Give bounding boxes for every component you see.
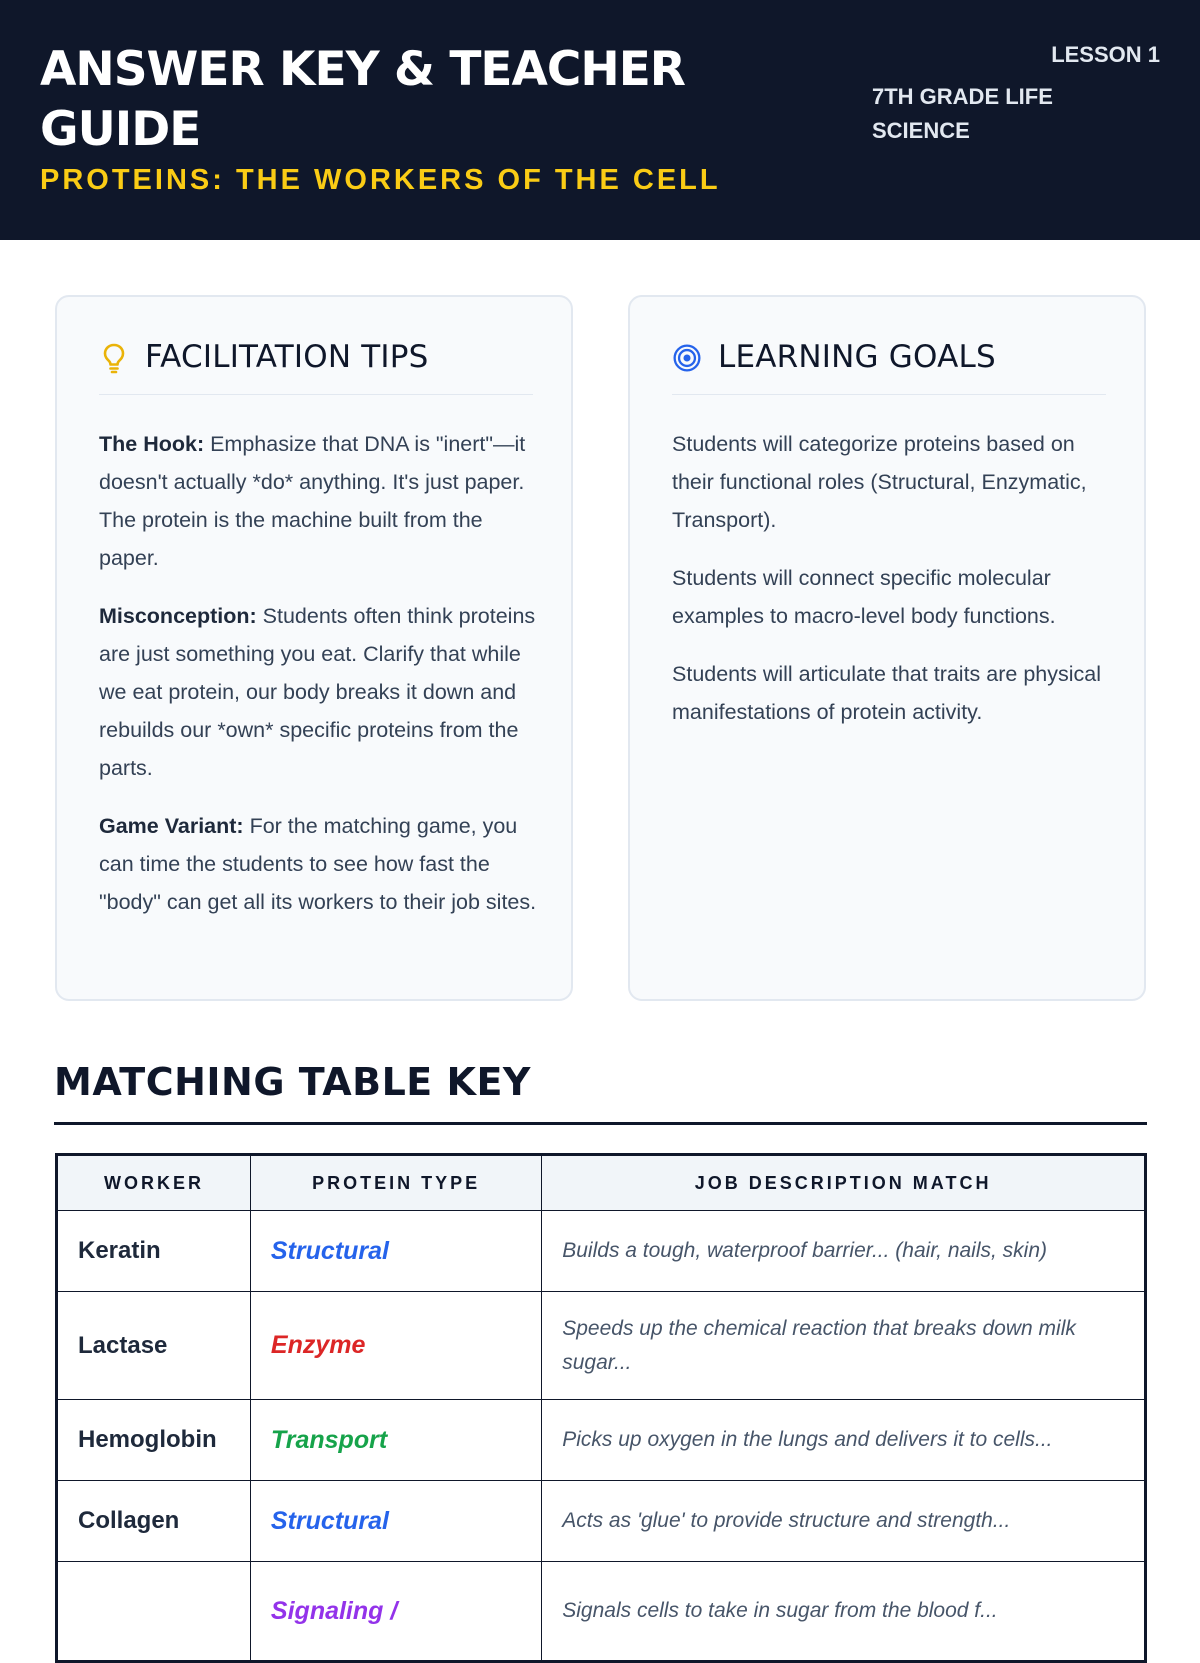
tip-label: Game Variant:	[99, 814, 244, 838]
table-row	[57, 1292, 1146, 1400]
protein-type-cell: Enzyme	[250, 1292, 541, 1400]
worker-cell: Keratin	[57, 1211, 251, 1292]
goal-item: Students will articulate that traits are physical manifestations of protein activity.	[672, 662, 1102, 724]
lesson-label: LESSON 1	[1051, 42, 1160, 67]
page-header	[0, 0, 1200, 240]
worker-cell	[57, 1562, 251, 1662]
table-row	[57, 1400, 1146, 1481]
protein-type-cell: Transport	[250, 1400, 541, 1481]
worker-cell: Collagen	[57, 1481, 251, 1562]
table-row	[57, 1211, 1146, 1292]
tip-text: Students often think proteins are just something you eat. Clarify that while we eat protein, our body breaks it down and rebuilds our *own* specific proteins from the parts.	[99, 604, 536, 780]
goal-item: Students will connect specific molecular examples to macro-level body functions.	[672, 566, 1056, 628]
lightbulb-icon	[99, 341, 129, 375]
learning-goals-header	[672, 337, 1106, 395]
facilitation-tips-card	[55, 295, 573, 1001]
tip-item	[99, 597, 539, 787]
page-subtitle: PROTEINS: THE WORKERS OF THE CELL	[40, 164, 721, 196]
job-description-cell: Signals cells to take in sugar from the blood f...	[542, 1562, 1146, 1662]
tip-item	[99, 425, 539, 577]
facilitation-tips-body	[99, 425, 539, 941]
worker-cell: Hemoglobin	[57, 1400, 251, 1481]
job-description-cell: Acts as 'glue' to provide structure and strength...	[542, 1481, 1146, 1562]
matching-table	[55, 1153, 1147, 1663]
column-header-job-description: JOB DESCRIPTION MATCH	[542, 1155, 1146, 1211]
table-header-row	[57, 1155, 1146, 1211]
table-row	[57, 1481, 1146, 1562]
grade-label: 7TH GRADE LIFE SCIENCE	[872, 84, 1053, 143]
learning-goals-body	[672, 425, 1112, 751]
protein-type-cell: Structural	[250, 1481, 541, 1562]
tip-text: Emphasize that DNA is "inert"—it doesn't actually *do* anything. It's just paper. The protein is the machine built from the paper.	[99, 432, 526, 570]
job-description-cell: Builds a tough, waterproof barrier... (hair, nails, skin)	[542, 1211, 1146, 1292]
goal-item: Students will categorize proteins based on their functional roles (Structural, Enzymatic, Transport).	[672, 432, 1087, 532]
target-icon	[672, 341, 702, 375]
job-description-cell: Speeds up the chemical reaction that breaks down milk sugar...	[542, 1292, 1146, 1400]
page-title: ANSWER KEY & TEACHER GUIDE	[40, 42, 685, 157]
column-header-protein-type: PROTEIN TYPE	[250, 1155, 541, 1211]
facilitation-tips-title: FACILITATION TIPS	[145, 339, 429, 375]
tip-item	[99, 807, 539, 921]
tip-text: For the matching game, you can time the students to see how fast the "body" can get all its workers to their job sites.	[99, 814, 537, 914]
protein-type-cell: Structural	[250, 1211, 541, 1292]
section-divider	[54, 1122, 1147, 1125]
worker-cell: Lactase	[57, 1292, 251, 1400]
facilitation-tips-header	[99, 337, 533, 395]
job-description-cell: Picks up oxygen in the lungs and delivers it to cells...	[542, 1400, 1146, 1481]
tip-label: The Hook:	[99, 432, 205, 456]
tip-label: Misconception:	[99, 604, 257, 628]
learning-goals-card	[628, 295, 1146, 1001]
column-header-worker: WORKER	[57, 1155, 251, 1211]
table-row	[57, 1562, 1146, 1662]
matching-table-title: MATCHING TABLE KEY	[54, 1060, 531, 1104]
protein-type-cell: Signaling /	[250, 1562, 541, 1662]
learning-goals-title: LEARNING GOALS	[718, 339, 996, 375]
